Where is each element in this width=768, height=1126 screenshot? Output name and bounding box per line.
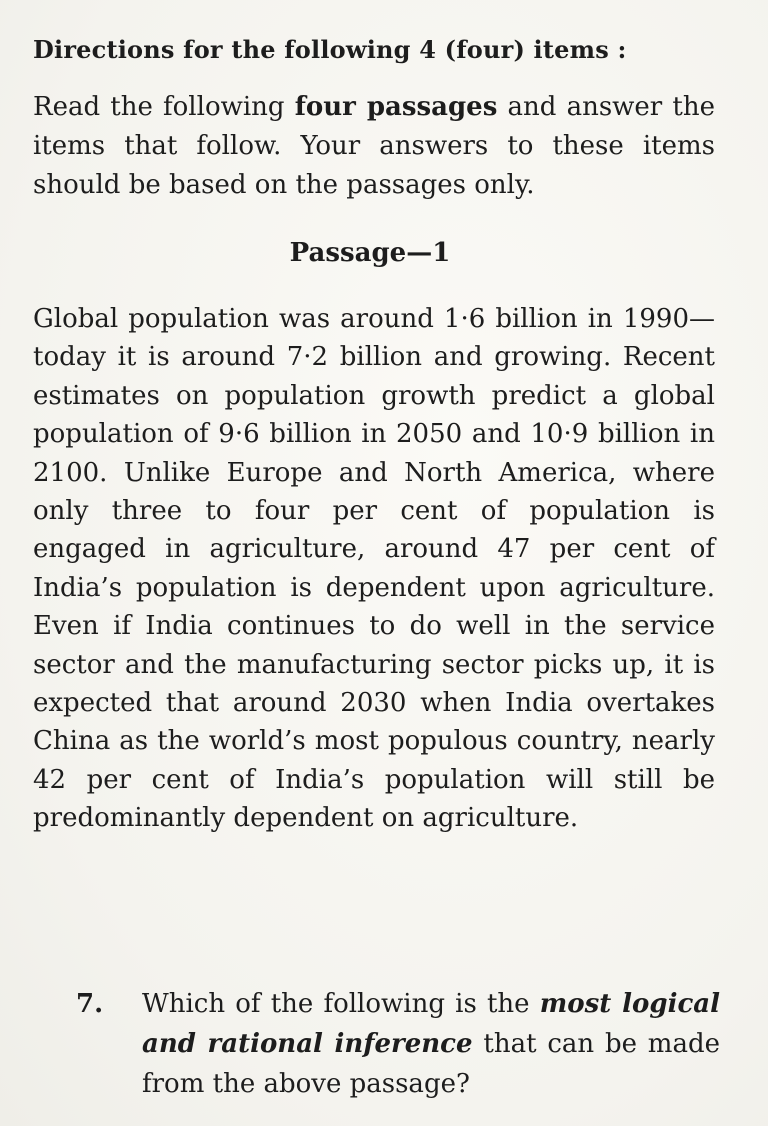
intro-bold-phrase: four passages bbox=[294, 92, 498, 122]
question-text-end: that can be made from the above passage? bbox=[142, 1029, 720, 1099]
intro-text-start: Read the following bbox=[33, 92, 295, 122]
passage-title: Passage—1 bbox=[289, 238, 451, 268]
question-text bbox=[142, 984, 720, 1104]
intro-text-end: and answer the items that follow. Your answers to these items should be based on the passages only. bbox=[33, 92, 715, 200]
intro-paragraph bbox=[33, 88, 715, 205]
question-item bbox=[76, 984, 720, 1104]
question-number: 7. bbox=[76, 989, 104, 1019]
passage-body: Global population was around 1·6 billion in 1990—today it is around 7·2 billion and growing. Recent estimates on population growth predict a global population of 9·6 billion in 2050 and 10·9 billion in 2100. Unlike Europe and North America, where only three to four per cent of population is engaged in agriculture, around 47 per cent of India’s population is dependent upon agriculture. Even if India continues to do well in the service sector and the manufacturing sector picks up, it is expected that around 2030 when India overtakes China as the world’s most populous country, nearly 42 per cent of India’s population will still be predominantly dependent on agriculture. bbox=[33, 304, 715, 834]
question-text-start: Which of the following is the bbox=[142, 989, 540, 1019]
directions-heading: Directions for the following 4 (four) items : bbox=[33, 35, 627, 64]
question-emphasis: most logical and rational inference bbox=[142, 989, 721, 1059]
